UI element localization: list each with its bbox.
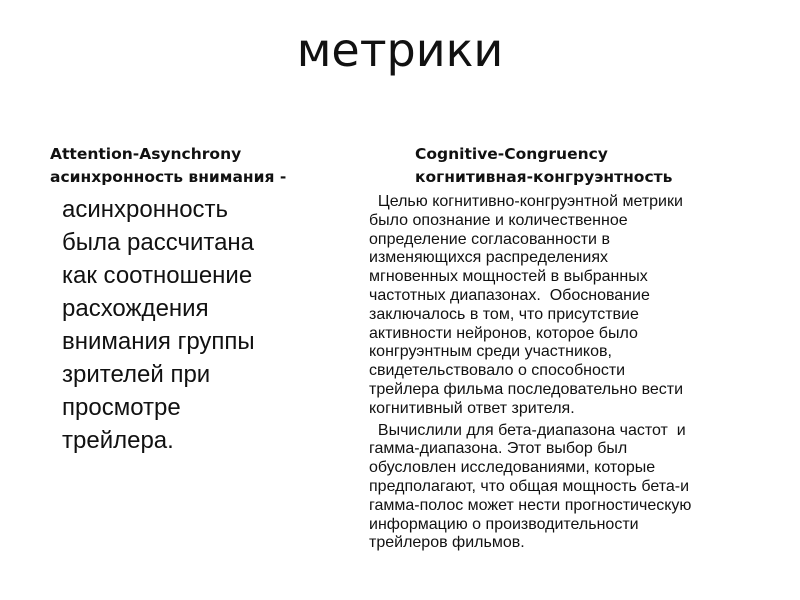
right-body-line: конгруэнтным среди участников, xyxy=(369,343,612,361)
left-body-line: просмотре xyxy=(62,394,181,421)
right-body-line: предполагают, что общая мощность бета-и xyxy=(369,477,689,495)
left-body-line: внимания группы xyxy=(62,328,255,355)
right-body-line: свидетельствовало о способности xyxy=(369,362,626,380)
right-heading-term: Cognitive-Congruency xyxy=(415,145,608,163)
right-body-line: когнитивный ответ зрителя. xyxy=(369,399,575,417)
left-body-line: трейлера. xyxy=(62,427,174,454)
right-body-line: информацию о производительности xyxy=(369,515,639,533)
slide-title: метрики xyxy=(296,23,504,77)
left-heading-translation: асинхронность внимания - xyxy=(50,168,287,186)
right-body-line: заключалось в том, что присутствие xyxy=(369,305,639,323)
right-body-line: изменяющихся распределениях xyxy=(369,249,608,267)
left-body-line: как соотношение xyxy=(62,262,253,289)
right-body-line: гамма-полос может нести прогностическую xyxy=(369,496,692,514)
left-body-line: была рассчитана xyxy=(62,229,255,256)
right-body-line: гамма-диапазона. Этот выбор был xyxy=(369,440,628,458)
left-body-line: зрителей при xyxy=(62,361,211,388)
right-paragraph-2 xyxy=(369,422,789,554)
right-body-line: было опознание и количественное xyxy=(369,211,628,229)
right-heading-translation: когнитивная-конгруэнтность xyxy=(415,168,673,186)
right-body-line: Целью когнитивно-конгруэнтной метрики xyxy=(369,193,683,210)
right-body-line: активности нейронов, которое было xyxy=(369,324,638,342)
right-body-line: трейлера фильма последовательно вести xyxy=(369,380,684,398)
right-paragraph-1 xyxy=(369,193,789,419)
right-body-line: мгновенных мощностей в выбранных xyxy=(369,268,648,286)
right-body-line: обусловлен исследованиями, которые xyxy=(369,459,656,477)
left-column-heading xyxy=(50,143,286,189)
left-heading-term: Attention-Asynchrony xyxy=(50,145,242,163)
right-column-heading xyxy=(415,143,672,189)
right-body-line: трейлеров фильмов. xyxy=(369,534,525,552)
right-column-body xyxy=(369,193,789,553)
left-body-line: асинхронность xyxy=(62,196,229,223)
left-column-body xyxy=(62,193,332,457)
right-body-line: определение согласованности в xyxy=(369,230,610,248)
right-body-line: частотных диапазонах. Обоснование xyxy=(369,286,650,304)
right-body-line: Вычислили для бета-диапазона частот и xyxy=(369,421,686,439)
left-body-line: расхождения xyxy=(62,295,209,322)
